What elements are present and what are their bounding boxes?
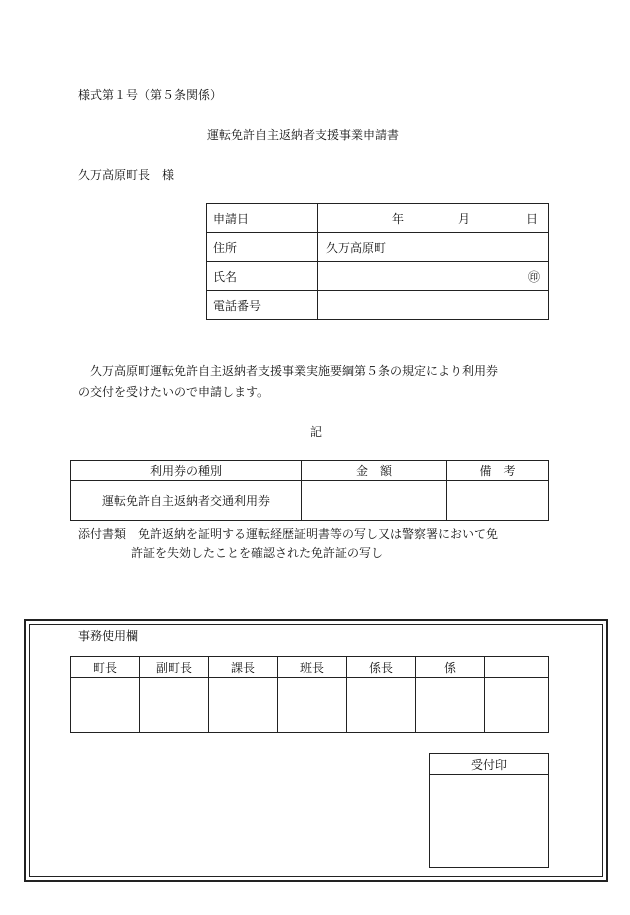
year-unit: 年 [392,212,405,226]
date-field[interactable] [318,204,549,233]
date-label: 申請日 [207,204,318,233]
coupon-remarks-field[interactable] [447,481,549,521]
stamp-header-deputy-mayor: 副町長 [140,657,209,678]
body-line-2: の交付を受けたいので申請します。 [78,385,270,399]
address-value: 久万高原町 [326,240,387,255]
attachments-line-1: 添付書類 免許返納を証明する運転経歴証明書等の写し又は警察署において免 [78,527,499,541]
coupon-type-value: 運転免許自主返納者交通利用券 [71,481,302,521]
body-line-1: 久万高原町運転免許自主返納者支援事業実施要綱第５条の規定により利用券 [90,364,499,378]
coupon-header-amount: 金 額 [302,461,447,481]
form-number: 様式第１号（第５条関係） [78,88,223,102]
receipt-stamp-table [429,753,549,868]
stamp-cell-mayor[interactable] [71,678,140,733]
approval-stamp-table [70,656,549,733]
office-title: 事務使用欄 [78,629,139,643]
stamp-cell-staff[interactable] [416,678,485,733]
stamp-cell-deputy-mayor[interactable] [140,678,209,733]
coupon-amount-field[interactable] [302,481,447,521]
form-title: 運転免許自主返納者支援事業申請書 [207,128,400,142]
coupon-header-type: 利用券の種別 [71,461,302,481]
stamp-header-subsection-chief: 係長 [347,657,416,678]
stamp-cell-blank[interactable] [485,678,549,733]
attachments-line-2: 許証を失効したことを確認された免許証の写し [131,546,384,560]
addressee: 久万高原町長 様 [78,168,175,182]
month-unit: 月 [458,212,471,226]
stamp-cell-subsection-chief[interactable] [347,678,416,733]
stamp-header-staff: 係 [416,657,485,678]
address-field[interactable] [318,233,549,262]
coupon-header-remarks: 備 考 [447,461,549,481]
name-label: 氏名 [207,262,318,291]
applicant-table [206,203,549,320]
stamp-header-team-leader: 班長 [278,657,347,678]
stamp-cell-section-chief[interactable] [209,678,278,733]
stamp-header-section-chief: 課長 [209,657,278,678]
day-unit: 日 [526,212,539,226]
address-label: 住所 [207,233,318,262]
phone-label: 電話番号 [207,291,318,320]
seal-mark: ㊞ [528,270,541,284]
receipt-label: 受付印 [430,754,549,775]
name-field[interactable] [318,262,549,291]
stamp-header-mayor: 町長 [71,657,140,678]
stamp-header-blank [485,657,549,678]
phone-field[interactable] [318,291,549,320]
stamp-cell-team-leader[interactable] [278,678,347,733]
ki-mark: 記 [310,425,323,439]
coupon-table [70,460,549,521]
receipt-stamp-cell[interactable] [430,775,549,868]
